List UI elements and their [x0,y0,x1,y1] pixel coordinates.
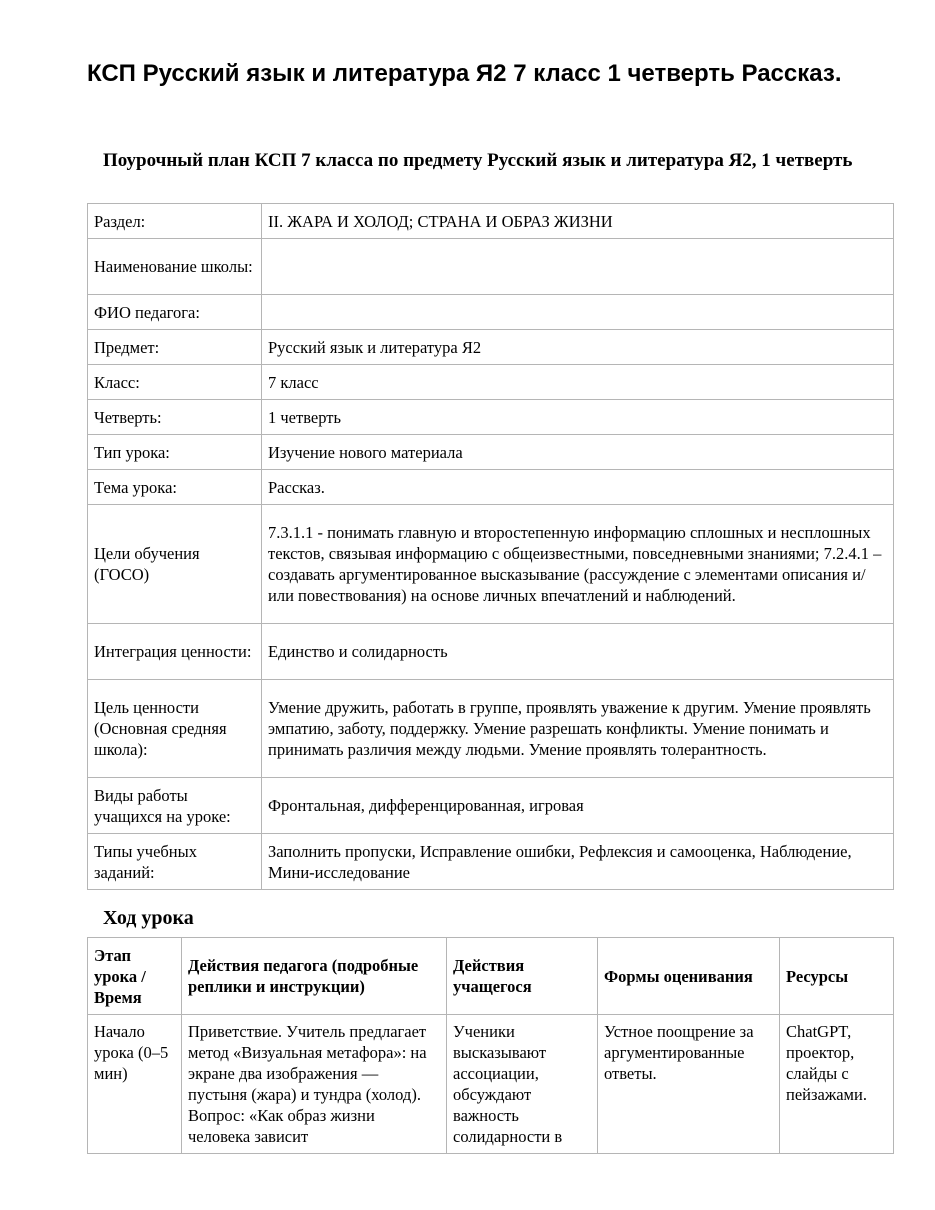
info-row-values-goal [88,680,894,778]
info-row-grade [88,365,894,400]
info-value: 7 класс [262,365,894,400]
info-row-teacher [88,295,894,330]
info-value: Фронтальная, дифференцированная, игровая [262,778,894,834]
lesson-teacher-text: Приветствие. Учитель предлагает метод «Визуальная метафора»: на экране два изображения — пустыня (жара) и тундра (холод). Вопрос: «Как образ жизни человека зависит [188,1022,427,1146]
info-value: Русский язык и литература Я2 [262,330,894,365]
info-label: Интеграция ценности: [88,624,262,680]
info-value: Единство и солидарность [262,624,894,680]
lesson-info-table [87,203,894,890]
column-header-stage: Этап урока / Время [88,938,182,1015]
info-label: Цель ценности (Основная средняя школа): [88,680,262,778]
lesson-teacher-cell [182,1015,447,1154]
info-label: Класс: [88,365,262,400]
info-label: Виды работы учащихся на уроке: [88,778,262,834]
plan-heading: Поурочный план КСП 7 класса по предмету Русский язык и литература Я2, 1 четверть [103,150,853,171]
info-value: Умение дружить, работать в группе, проявлять уважение к другим. Умение проявлять эмпатию, заботу, поддержку. Умение разрешать конфликты. Умение понимать и принимать различия между людьми. Умение проявлять толерантность. [262,680,894,778]
info-row-work-types [88,778,894,834]
info-value: 1 четверть [262,400,894,435]
lesson-student-text: Ученики высказывают ассоциации, обсуждают важность солидарности в [453,1022,563,1146]
lesson-assessment-cell [598,1015,780,1154]
info-row-school [88,239,894,295]
info-row-values-integration [88,624,894,680]
lesson-stage-text: Начало урока (0–5 мин) [94,1022,169,1083]
info-row-task-types [88,834,894,890]
info-label: ФИО педагога: [88,295,262,330]
info-label: Наименование школы: [88,239,262,295]
lesson-resources-text: ChatGPT, проектор, слайды с пейзажами. [786,1022,867,1104]
info-label: Типы учебных заданий: [88,834,262,890]
info-value: 7.3.1.1 - понимать главную и второстепенную информацию сплошных и несплошных текстов, связывая информацию с общеизвестными, повседневными знаниями; 7.2.4.1 – создавать аргументированное высказывание (рассуждение с элементами описания и/или повествования) на основе личных впечатлений и наблюдений. [262,505,894,624]
info-row-lesson-type [88,435,894,470]
info-value: II. ЖАРА И ХОЛОД; СТРАНА И ОБРАЗ ЖИЗНИ [262,204,894,239]
lesson-row [88,1015,894,1154]
document-title: КСП Русский язык и литература Я2 7 класс 1 четверть Рассказ. [87,60,842,87]
info-row-quarter [88,400,894,435]
lesson-assessment-text: Устное поощрение за аргументированные ответы. [604,1022,754,1083]
info-value: Заполнить пропуски, Исправление ошибки, Рефлексия и самооценка, Наблюдение, Мини-исследование [262,834,894,890]
info-value: Рассказ. [262,470,894,505]
column-header-resources: Ресурсы [780,938,894,1015]
info-row-section [88,204,894,239]
column-header-teacher-actions: Действия педагога (подробные реплики и инструкции) [182,938,447,1015]
info-label: Предмет: [88,330,262,365]
info-value [262,239,894,295]
column-header-student-actions: Действия учащегося [447,938,598,1015]
lesson-stage-cell [88,1015,182,1154]
info-value [262,295,894,330]
info-row-learning-goals [88,505,894,624]
info-label: Цели обучения (ГОСО) [88,505,262,624]
lesson-header-row [88,938,894,1015]
info-label: Тип урока: [88,435,262,470]
info-label: Тема урока: [88,470,262,505]
lesson-student-cell [447,1015,598,1154]
lesson-flow-table [87,937,894,1154]
lesson-resources-cell [780,1015,894,1154]
info-label: Четверть: [88,400,262,435]
info-row-topic [88,470,894,505]
info-label: Раздел: [88,204,262,239]
lesson-flow-heading: Ход урока [103,907,194,929]
info-row-subject [88,330,894,365]
column-header-assessment: Формы оценивания [598,938,780,1015]
info-value: Изучение нового материала [262,435,894,470]
